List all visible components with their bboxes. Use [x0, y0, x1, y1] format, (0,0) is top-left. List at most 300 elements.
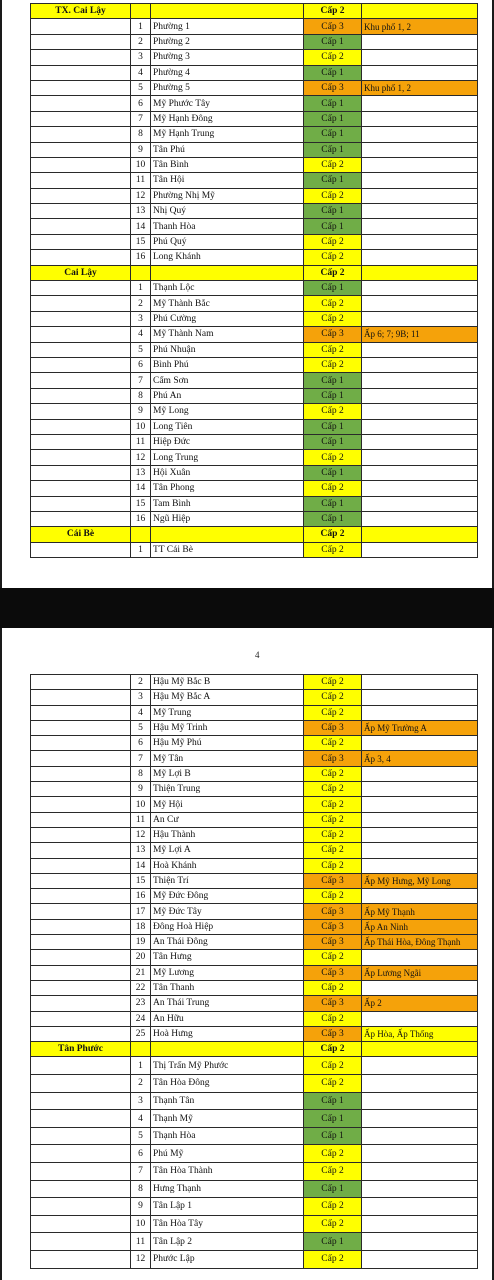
row-number: 1 [131, 542, 151, 557]
commune-name: Mỹ Thành Bắc [151, 296, 304, 311]
commune-row [31, 311, 478, 326]
row-number: 8 [131, 127, 151, 142]
row-number: 9 [131, 1198, 151, 1216]
commune-row [31, 797, 478, 812]
district-cell [31, 1250, 131, 1268]
note-cell [362, 357, 478, 372]
note-cell [362, 812, 478, 827]
commune-row [31, 188, 478, 203]
level-cell: Cấp 1 [304, 65, 362, 80]
note-cell [362, 542, 478, 557]
note-cell [362, 1075, 478, 1093]
note-cell [362, 450, 478, 465]
note-cell [362, 265, 478, 280]
commune-name: Thạnh Tân [151, 1092, 304, 1110]
commune-name: Mỹ Thành Nam [151, 327, 304, 342]
district-cell [31, 919, 131, 934]
note-cell: Ấp Lương Ngãi [362, 965, 478, 980]
row-number: 15 [131, 496, 151, 511]
commune-row [31, 250, 478, 265]
commune-name: Hiệp Đức [151, 434, 304, 449]
district-cell [31, 357, 131, 372]
district-cell [31, 720, 131, 735]
note-cell [362, 234, 478, 249]
commune-name: Mỹ Đức Đông [151, 889, 304, 904]
note-cell [362, 858, 478, 873]
commune-name: Thiện Trung [151, 782, 304, 797]
commune-name: Phú An [151, 388, 304, 403]
commune-row [31, 296, 478, 311]
note-cell [362, 950, 478, 965]
level-cell: Cấp 2 [304, 4, 362, 19]
note-cell [362, 204, 478, 219]
row-number: 20 [131, 950, 151, 965]
note-cell [362, 173, 478, 188]
row-number: 8 [131, 388, 151, 403]
note-cell [362, 1250, 478, 1268]
page-edge-left [0, 0, 2, 588]
commune-row [31, 889, 478, 904]
note-cell [362, 782, 478, 797]
commune-row [31, 542, 478, 557]
commune-row [31, 675, 478, 690]
level-cell: Cấp 2 [304, 542, 362, 557]
commune-row [31, 766, 478, 781]
level-cell: Cấp 2 [304, 1057, 362, 1075]
note-cell [362, 1092, 478, 1110]
district-cell [31, 1233, 131, 1251]
row-number: 2 [131, 34, 151, 49]
note-cell [362, 1145, 478, 1163]
row-number: 24 [131, 1011, 151, 1026]
note-cell [362, 1110, 478, 1128]
district-cell [31, 142, 131, 157]
commune-name: Mỹ Hạnh Trung [151, 127, 304, 142]
district-row [31, 527, 478, 542]
row-number: 18 [131, 919, 151, 934]
note-cell [362, 219, 478, 234]
row-number: 5 [131, 342, 151, 357]
commune-name: Tân Thanh [151, 980, 304, 995]
level-cell: Cấp 2 [304, 311, 362, 326]
level-cell: Cấp 2 [304, 342, 362, 357]
row-number: 2 [131, 296, 151, 311]
level-cell: Cấp 2 [304, 481, 362, 496]
commune-row [31, 419, 478, 434]
page-edge-left [0, 628, 2, 1280]
district-cell [31, 450, 131, 465]
commune-name: Mỹ Long [151, 404, 304, 419]
level-cell: Cấp 1 [304, 419, 362, 434]
commune-name: Hoà Khánh [151, 858, 304, 873]
level-cell: Cấp 2 [304, 843, 362, 858]
commune-row [31, 96, 478, 111]
commune-row [31, 1011, 478, 1026]
note-cell [362, 296, 478, 311]
commune-name: Nhị Quý [151, 204, 304, 219]
commune-row [31, 950, 478, 965]
level-cell: Cấp 1 [304, 1110, 362, 1128]
commune-row [31, 1198, 478, 1216]
commune-name: Phường 1 [151, 19, 304, 34]
level-cell: Cấp 2 [304, 766, 362, 781]
note-cell [362, 481, 478, 496]
commune-row [31, 965, 478, 980]
district-cell [31, 157, 131, 172]
commune-row [31, 1127, 478, 1145]
district-cell [31, 481, 131, 496]
note-cell [362, 250, 478, 265]
row-number: 13 [131, 465, 151, 480]
note-cell [362, 34, 478, 49]
row-number: 7 [131, 373, 151, 388]
note-cell [362, 1042, 478, 1057]
district-cell [31, 188, 131, 203]
commune-row [31, 342, 478, 357]
level-cell: Cấp 3 [304, 1026, 362, 1041]
row-number: 19 [131, 935, 151, 950]
commune-name: Mỹ Tân [151, 751, 304, 766]
level-cell: Cấp 2 [304, 782, 362, 797]
commune-row [31, 481, 478, 496]
note-cell [362, 1180, 478, 1198]
commune-name: An Thái Đông [151, 935, 304, 950]
commune-row [31, 34, 478, 49]
commune-row [31, 1233, 478, 1251]
note-cell [362, 342, 478, 357]
district-cell [31, 1215, 131, 1233]
commune-name: Ngũ Hiệp [151, 511, 304, 526]
commune-name: Đông Hoà Hiệp [151, 919, 304, 934]
note-cell: Ấp 3, 4 [362, 751, 478, 766]
level-cell: Cấp 2 [304, 1162, 362, 1180]
level-cell: Cấp 1 [304, 465, 362, 480]
row-number: 11 [131, 1233, 151, 1251]
empty-cell [131, 1042, 151, 1057]
commune-name: Tân Lập 2 [151, 1233, 304, 1251]
level-cell: Cấp 1 [304, 204, 362, 219]
level-cell: Cấp 2 [304, 1145, 362, 1163]
commune-row [31, 1057, 478, 1075]
level-cell: Cấp 3 [304, 904, 362, 919]
document-page-1 [0, 0, 494, 588]
commune-row [31, 327, 478, 342]
commune-row [31, 1180, 478, 1198]
row-number: 3 [131, 690, 151, 705]
row-number: 12 [131, 827, 151, 842]
commune-name: Hoà Hưng [151, 1026, 304, 1041]
commune-name: Tân Hòa Tây [151, 1215, 304, 1233]
level-cell: Cấp 2 [304, 250, 362, 265]
note-cell [362, 434, 478, 449]
level-cell: Cấp 2 [304, 812, 362, 827]
row-number: 4 [131, 327, 151, 342]
district-cell [31, 1110, 131, 1128]
commune-name: Mỹ Lương [151, 965, 304, 980]
level-cell: Cấp 1 [304, 281, 362, 296]
commune-row [31, 281, 478, 296]
district-cell [31, 935, 131, 950]
district-cell [31, 904, 131, 919]
district-cell [31, 1011, 131, 1026]
note-cell [362, 843, 478, 858]
commune-name: Phú Mỹ [151, 1145, 304, 1163]
commune-name: Phường 2 [151, 34, 304, 49]
row-number: 6 [131, 357, 151, 372]
district-cell [31, 34, 131, 49]
district-cell [31, 419, 131, 434]
level-cell: Cấp 1 [304, 1127, 362, 1145]
empty-cell [131, 4, 151, 19]
note-cell [362, 404, 478, 419]
row-number: 23 [131, 996, 151, 1011]
commune-name: Long Tiên [151, 419, 304, 434]
row-number: 11 [131, 434, 151, 449]
level-cell: Cấp 2 [304, 527, 362, 542]
district-cell [31, 65, 131, 80]
row-number: 7 [131, 1162, 151, 1180]
commune-row [31, 173, 478, 188]
note-cell [362, 4, 478, 19]
district-cell [31, 950, 131, 965]
district-cell [31, 50, 131, 65]
commune-row [31, 19, 478, 34]
level-cell: Cấp 2 [304, 296, 362, 311]
commune-name: Phường 3 [151, 50, 304, 65]
commune-name: Thanh Hòa [151, 219, 304, 234]
commune-row [31, 511, 478, 526]
commune-name: Tân Hòa Thành [151, 1162, 304, 1180]
note-cell [362, 373, 478, 388]
commune-row [31, 1250, 478, 1268]
district-cell [31, 434, 131, 449]
level-cell: Cấp 2 [304, 188, 362, 203]
district-cell [31, 996, 131, 1011]
note-cell [362, 1127, 478, 1145]
commune-row [31, 751, 478, 766]
commune-name: Mỹ Hạnh Đông [151, 111, 304, 126]
commune-name: Thạnh Lộc [151, 281, 304, 296]
district-cell [31, 219, 131, 234]
commune-name: Phường 4 [151, 65, 304, 80]
district-cell [31, 889, 131, 904]
commune-name: Tân Hòa Đông [151, 1075, 304, 1093]
district-cell [31, 782, 131, 797]
row-number: 4 [131, 705, 151, 720]
commune-row [31, 873, 478, 888]
row-number: 14 [131, 481, 151, 496]
row-number: 15 [131, 873, 151, 888]
district-cell [31, 1127, 131, 1145]
level-cell: Cấp 2 [304, 50, 362, 65]
level-cell: Cấp 1 [304, 1092, 362, 1110]
note-cell [362, 65, 478, 80]
district-cell [31, 80, 131, 95]
note-cell [362, 889, 478, 904]
district-cell [31, 511, 131, 526]
document-page-2 [0, 628, 494, 1280]
row-number: 1 [131, 281, 151, 296]
level-cell: Cấp 2 [304, 858, 362, 873]
commune-row [31, 404, 478, 419]
level-cell: Cấp 1 [304, 1180, 362, 1198]
level-cell: Cấp 1 [304, 127, 362, 142]
district-cell [31, 1145, 131, 1163]
district-cell [31, 465, 131, 480]
district-cell [31, 1180, 131, 1198]
level-cell: Cấp 3 [304, 80, 362, 95]
commune-row [31, 465, 478, 480]
note-cell [362, 797, 478, 812]
empty-cell [151, 265, 304, 280]
commune-level-table-2 [30, 674, 478, 1269]
level-cell: Cấp 2 [304, 690, 362, 705]
level-cell: Cấp 2 [304, 234, 362, 249]
note-cell [362, 980, 478, 995]
district-cell [31, 111, 131, 126]
note-cell [362, 705, 478, 720]
level-cell: Cấp 3 [304, 327, 362, 342]
commune-name: Hậu Mỹ Phú [151, 736, 304, 751]
level-cell: Cấp 3 [304, 996, 362, 1011]
note-cell [362, 496, 478, 511]
commune-name: Phú Nhuận [151, 342, 304, 357]
district-row [31, 265, 478, 280]
empty-cell [151, 1042, 304, 1057]
commune-name: Phú Cường [151, 311, 304, 326]
row-number: 16 [131, 250, 151, 265]
note-cell [362, 690, 478, 705]
commune-name: Thạnh Mỹ [151, 1110, 304, 1128]
note-cell: Ấp Mỹ Hưng, Mỹ Long [362, 873, 478, 888]
level-cell: Cấp 1 [304, 34, 362, 49]
row-number: 6 [131, 96, 151, 111]
commune-row [31, 996, 478, 1011]
level-cell: Cấp 1 [304, 388, 362, 403]
row-number: 10 [131, 157, 151, 172]
district-name: Cái Bè [31, 527, 131, 542]
note-cell [362, 1198, 478, 1216]
row-number: 9 [131, 404, 151, 419]
commune-row [31, 782, 478, 797]
district-cell [31, 1198, 131, 1216]
district-cell [31, 690, 131, 705]
commune-name: Hậu Mỹ Bắc A [151, 690, 304, 705]
note-cell [362, 311, 478, 326]
district-cell [31, 127, 131, 142]
empty-cell [151, 527, 304, 542]
district-cell [31, 1026, 131, 1041]
note-cell: Ấp Mỹ Trường A [362, 720, 478, 735]
commune-row [31, 1215, 478, 1233]
commune-name: Tân Hưng [151, 950, 304, 965]
note-cell [362, 111, 478, 126]
row-number: 16 [131, 889, 151, 904]
district-cell [31, 1162, 131, 1180]
note-cell [362, 281, 478, 296]
district-cell [31, 873, 131, 888]
row-number: 4 [131, 1110, 151, 1128]
note-cell [362, 527, 478, 542]
row-number: 9 [131, 142, 151, 157]
row-number: 2 [131, 675, 151, 690]
commune-name: Tân Phú [151, 142, 304, 157]
commune-name: Bình Phú [151, 357, 304, 372]
district-cell [31, 675, 131, 690]
level-cell: Cấp 2 [304, 736, 362, 751]
commune-name: Hậu Mỹ Bắc B [151, 675, 304, 690]
district-cell [31, 858, 131, 873]
level-cell: Cấp 1 [304, 96, 362, 111]
commune-name: Long Khánh [151, 250, 304, 265]
commune-row [31, 858, 478, 873]
district-cell [31, 1057, 131, 1075]
level-cell: Cấp 2 [304, 889, 362, 904]
row-number: 3 [131, 311, 151, 326]
level-cell: Cấp 3 [304, 720, 362, 735]
row-number: 1 [131, 1057, 151, 1075]
district-cell [31, 234, 131, 249]
level-cell: Cấp 1 [304, 511, 362, 526]
commune-name: TT Cái Bè [151, 542, 304, 557]
commune-row [31, 127, 478, 142]
level-cell: Cấp 2 [304, 1250, 362, 1268]
note-cell [362, 188, 478, 203]
commune-name: Hội Xuân [151, 465, 304, 480]
commune-name: Mỹ Hội [151, 797, 304, 812]
level-cell: Cấp 1 [304, 1233, 362, 1251]
note-cell [362, 1057, 478, 1075]
note-cell [362, 419, 478, 434]
commune-row [31, 357, 478, 372]
district-cell [31, 1075, 131, 1093]
page-number: 4 [255, 650, 260, 660]
note-cell [362, 511, 478, 526]
level-cell: Cấp 2 [304, 265, 362, 280]
district-cell [31, 797, 131, 812]
commune-name: Phú Quý [151, 234, 304, 249]
level-cell: Cấp 3 [304, 965, 362, 980]
note-cell [362, 50, 478, 65]
level-cell: Cấp 3 [304, 19, 362, 34]
commune-name: Phường Nhị Mỹ [151, 188, 304, 203]
note-cell [362, 157, 478, 172]
district-cell [31, 980, 131, 995]
row-number: 4 [131, 65, 151, 80]
note-cell [362, 1011, 478, 1026]
commune-name: An Hữu [151, 1011, 304, 1026]
level-cell: Cấp 1 [304, 373, 362, 388]
note-cell [362, 388, 478, 403]
district-cell [31, 19, 131, 34]
note-cell: Ấp Thái Hòa, Đông Thạnh [362, 935, 478, 950]
row-number: 5 [131, 80, 151, 95]
district-cell [31, 542, 131, 557]
district-cell [31, 96, 131, 111]
commune-name: Mỹ Lợi A [151, 843, 304, 858]
level-cell: Cấp 2 [304, 797, 362, 812]
district-name: Cai Lậy [31, 265, 131, 280]
row-number: 16 [131, 511, 151, 526]
level-cell: Cấp 2 [304, 1011, 362, 1026]
row-number: 2 [131, 1075, 151, 1093]
district-cell [31, 965, 131, 980]
district-cell [31, 173, 131, 188]
district-cell [31, 827, 131, 842]
district-name: Tân Phước [31, 1042, 131, 1057]
commune-row [31, 904, 478, 919]
commune-row [31, 690, 478, 705]
